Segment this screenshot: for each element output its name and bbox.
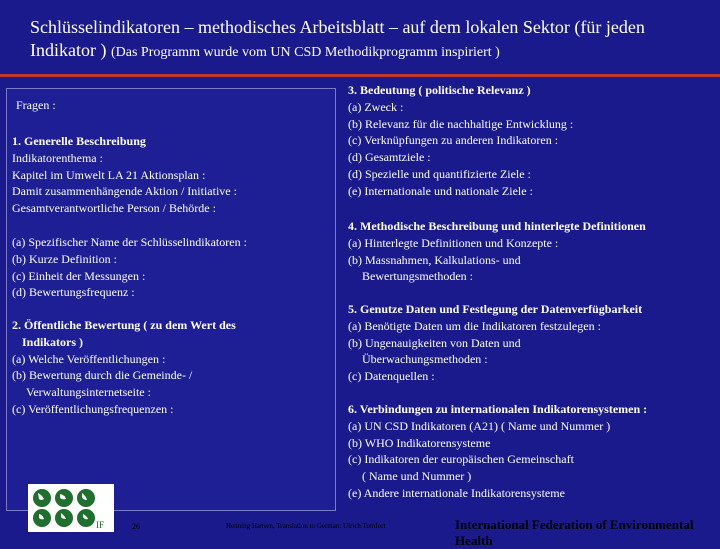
section-3-line: (b) Relevanz für die nachhaltige Entwicklung : <box>348 116 574 131</box>
slide-title <box>30 16 710 64</box>
title-divider <box>0 74 720 77</box>
section-1b-line: (c) Einheit der Messungen : <box>12 268 146 283</box>
section-6-line: (c) Indikatoren der europäischen Gemeinschaft <box>348 452 574 467</box>
section-1-line: Damit zusammenhängende Aktion / Initiative : <box>12 184 237 199</box>
page-number: 26 <box>132 522 140 531</box>
section-6-heading: 6. Verbindungen zu internationalen Indikatorensystemen : <box>348 402 648 416</box>
svg-text:IF: IF <box>96 520 105 530</box>
section-2-heading-cont: Indikators ) <box>22 334 84 349</box>
title-note: (Das Programm wurde vom UN CSD Methodikprogramm inspiriert ) <box>110 45 500 60</box>
section-6-line: (e) Andere internationale Indikatorensysteme <box>348 485 565 500</box>
section-5-line: (b) Ungenauigkeiten von Daten und <box>348 335 521 350</box>
section-2-heading: 2. Öffentliche Bewertung ( zu dem Wert des <box>12 318 236 332</box>
section-2-line: (c) Veröffentlichungsfrequenzen : <box>12 401 174 416</box>
section-1b-line: (d) Bewertungsfrequenz : <box>12 285 135 300</box>
section-1 <box>12 133 332 217</box>
footer-organization: International Federation of Environmental Health <box>455 517 694 548</box>
section-1b <box>12 234 332 301</box>
ifeh-logo-icon <box>28 484 114 532</box>
section-5-line: (c) Datenquellen : <box>348 369 435 384</box>
footer-author: Henning Hansen, Translation to German: Ulrich Tomfort <box>226 522 386 530</box>
section-1-line: Kapitel im Umwelt LA 21 Aktionsplan : <box>12 167 206 182</box>
section-1b-line: (a) Spezifischer Name der Schlüsselindikatoren : <box>12 235 247 249</box>
section-1-heading: 1. Generelle Beschreibung <box>12 134 146 148</box>
section-2 <box>12 317 332 418</box>
section-3-line: (a) Zweck : <box>348 99 404 114</box>
title-main: Schlüsselindikatoren – methodisches Arbeitsblatt – auf dem lokalen Sektor (für jeden Indikator ) <box>30 17 645 60</box>
section-2-line: Verwaltungsinternetseite : <box>26 385 151 400</box>
section-3 <box>348 82 718 200</box>
section-3-line: (e) Internationale und nationale Ziele : <box>348 183 533 198</box>
section-4-line: (b) Massnahmen, Kalkulations- und <box>348 252 521 267</box>
section-4-heading: 4. Methodische Beschreibung und hinterlegte Definitionen <box>348 219 646 233</box>
section-6-line: ( Name und Nummer ) <box>362 469 472 484</box>
section-3-line: (d) Gesamtziele : <box>348 150 431 165</box>
fragen-label: Fragen : <box>16 98 56 112</box>
section-5 <box>348 301 718 385</box>
section-2-line: (b) Bewertung durch die Gemeinde- / <box>12 368 193 383</box>
section-2-line: (a) Welche Veröffentlichungen : <box>12 351 166 366</box>
section-4-line: (a) Hinterlegte Definitionen und Konzepte : <box>348 235 559 250</box>
section-1b-line: (b) Kurze Definition : <box>12 251 117 266</box>
section-5-line: Überwachungsmethoden : <box>362 352 488 367</box>
section-4-line: Bewertungsmethoden : <box>362 269 473 284</box>
section-3-heading: 3. Bedeutung ( politische Relevanz ) <box>348 83 531 97</box>
section-1-line: Gesamtverantwortliche Person / Behörde : <box>12 201 216 216</box>
section-4 <box>348 218 718 285</box>
section-5-line: (a) Benötigte Daten um die Indikatoren festzulegen : <box>348 318 601 333</box>
section-1-line: Indikatorenthema : <box>12 150 103 165</box>
section-6-line: (a) UN CSD Indikatoren (A21) ( Name und Nummer ) <box>348 418 611 433</box>
section-5-heading: 5. Genutze Daten und Festlegung der Datenverfügbarkeit <box>348 302 643 316</box>
section-3-line: (d) Spezielle und quantifizierte Ziele : <box>348 166 531 181</box>
section-6 <box>348 401 718 502</box>
section-3-line: (c) Verknüpfungen zu anderen Indikatoren : <box>348 133 559 148</box>
section-6-line: (b) WHO Indikatorensysteme <box>348 435 491 450</box>
